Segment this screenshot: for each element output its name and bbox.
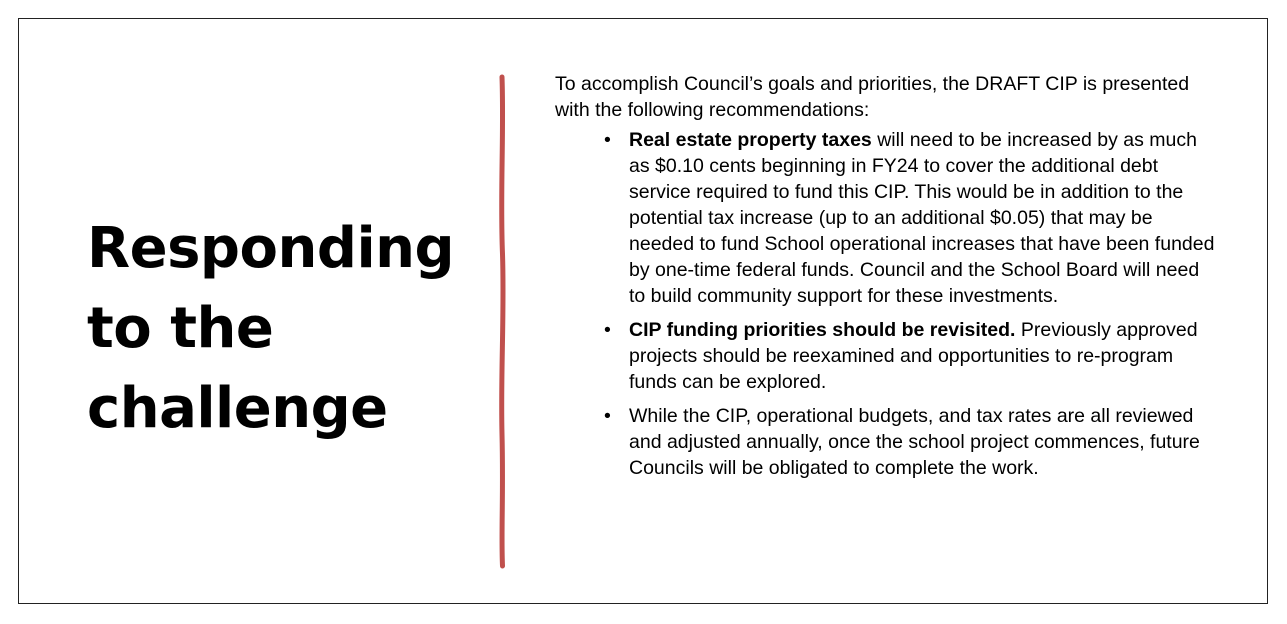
title-line-3: challenge [87, 376, 388, 441]
title-line-1: Responding [87, 216, 455, 281]
bullet-point: • [604, 129, 611, 151]
intro-paragraph: To accomplish Council’s goals and priorities, the DRAFT CIP is presented with the following recommendations: [555, 73, 1190, 121]
list-item [604, 127, 1215, 309]
bullet-bold-text: Real estate property taxes [629, 129, 872, 151]
bullet-point: • [604, 319, 611, 341]
bullet-text: Previously approved projects should be reexamined and opportunities to re-program funds can be explored. [629, 319, 1198, 393]
bullet-text: While the CIP, operational budgets, and tax rates are all reviewed and adjusted annually, once the school project commences, future Councils will be obligated to complete the work. [629, 405, 1200, 479]
recommendation-list [555, 127, 1215, 481]
bullet-text: will need to be increased by as much as $0.10 cents beginning in FY24 to cover the additional debt service required to fund this CIP. This would be in addition to the potential tax increase (up to an additional $0.05) that may be needed to fund School operational increases that have been funded by one-time federal funds. Council and the School Board will need to build community support for these investments. [629, 129, 1215, 307]
bullet-bold-text: CIP funding priorities should be revisited. [629, 319, 1016, 341]
title-line-2: to the [87, 296, 274, 361]
slide-body [555, 71, 1215, 489]
slide [18, 18, 1268, 604]
divider-stroke [502, 77, 503, 566]
list-item [604, 317, 1215, 395]
slide-title [87, 209, 467, 449]
vertical-divider [492, 74, 512, 569]
list-item [604, 403, 1215, 481]
bullet-point: • [604, 405, 611, 427]
